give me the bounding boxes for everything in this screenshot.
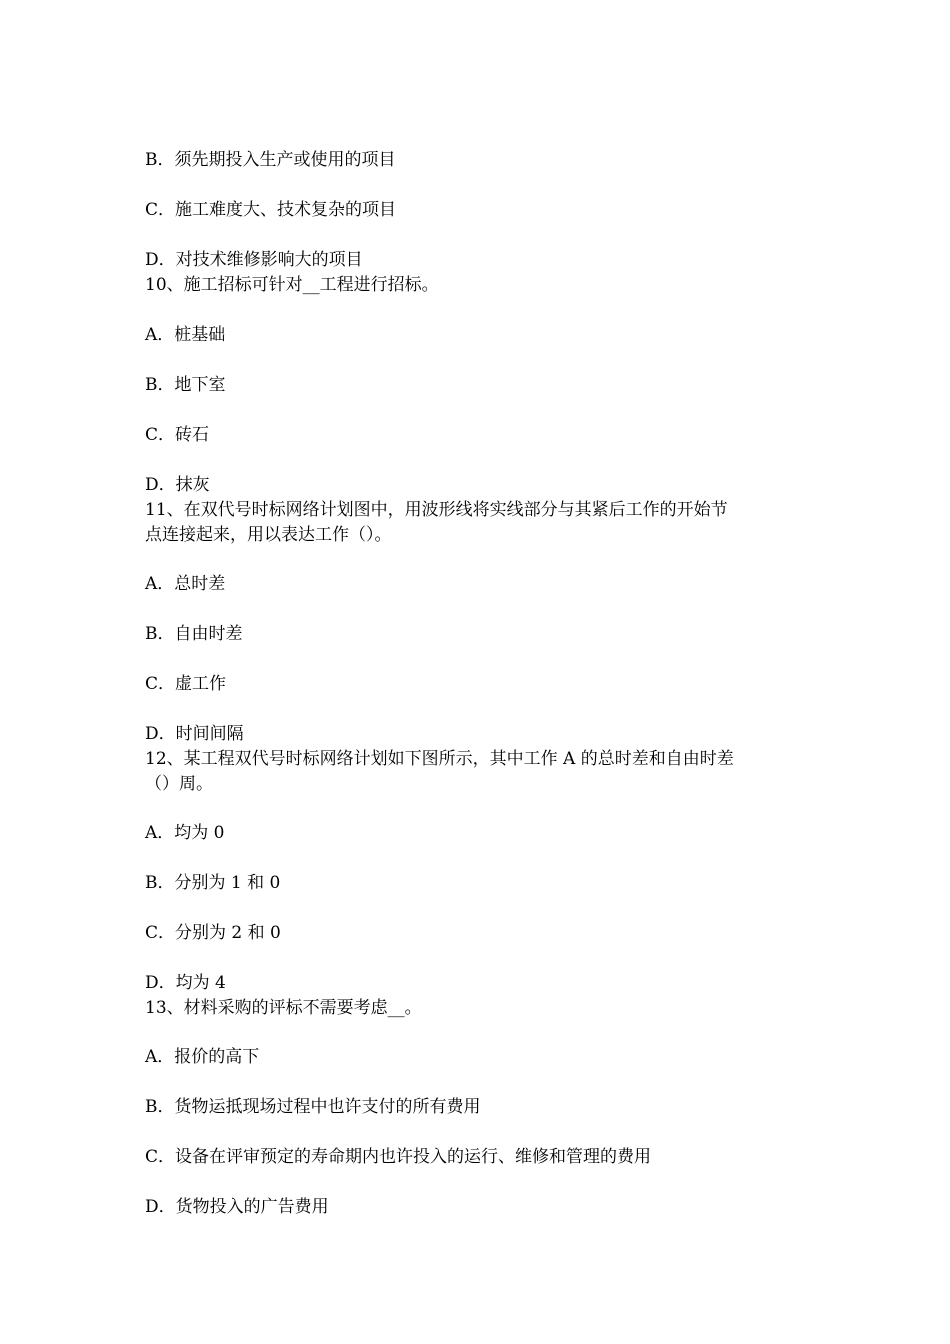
q11-stem-line1: 11、在双代号时标网络计划图中，用波形线将实线部分与其紧后工作的开始节 bbox=[145, 500, 728, 520]
q12-stem-line2: （）周。 bbox=[145, 774, 213, 794]
q13-option-c: C．设备在评审预定的寿命期内也许投入的运行、维修和管理的费用 bbox=[145, 1147, 652, 1167]
q9-option-d: D．对技术维修影响大的项目 bbox=[145, 250, 363, 270]
q12-stem-line1: 12、某工程双代号时标网络计划如下图所示，其中工作 A 的总时差和自由时差 bbox=[145, 749, 734, 769]
q12-option-b: B．分别为 1 和 0 bbox=[145, 873, 281, 893]
q10-option-d: D．抹灰 bbox=[145, 475, 210, 495]
q12-option-d: D．均为 4 bbox=[145, 973, 226, 993]
q10-option-a: A．桩基础 bbox=[145, 325, 226, 345]
q13-option-b: B．货物运抵现场过程中也许支付的所有费用 bbox=[145, 1097, 481, 1117]
q9-option-b: B．须先期投入生产或使用的项目 bbox=[145, 150, 396, 170]
q11-option-b: B．自由时差 bbox=[145, 624, 243, 644]
q10-option-b: B．地下室 bbox=[145, 375, 226, 395]
q11-option-d: D．时间间隔 bbox=[145, 724, 244, 744]
q13-option-a: A．报价的高下 bbox=[145, 1047, 260, 1067]
q9-option-c: C．施工难度大、技术复杂的项目 bbox=[145, 200, 397, 220]
q11-option-a: A．总时差 bbox=[145, 574, 226, 594]
q13-stem: 13、材料采购的评标不需要考虑__。 bbox=[145, 998, 422, 1018]
q13-option-d: D．货物投入的广告费用 bbox=[145, 1197, 329, 1217]
q10-stem: 10、施工招标可针对__工程进行招标。 bbox=[145, 275, 439, 295]
q10-option-c: C．砖石 bbox=[145, 425, 210, 445]
q12-option-c: C．分别为 2 和 0 bbox=[145, 923, 281, 943]
q11-stem-line2: 点连接起来，用以表达工作（）。 bbox=[145, 525, 392, 545]
q11-option-c: C．虚工作 bbox=[145, 674, 227, 694]
q12-option-a: A．均为 0 bbox=[145, 823, 225, 843]
